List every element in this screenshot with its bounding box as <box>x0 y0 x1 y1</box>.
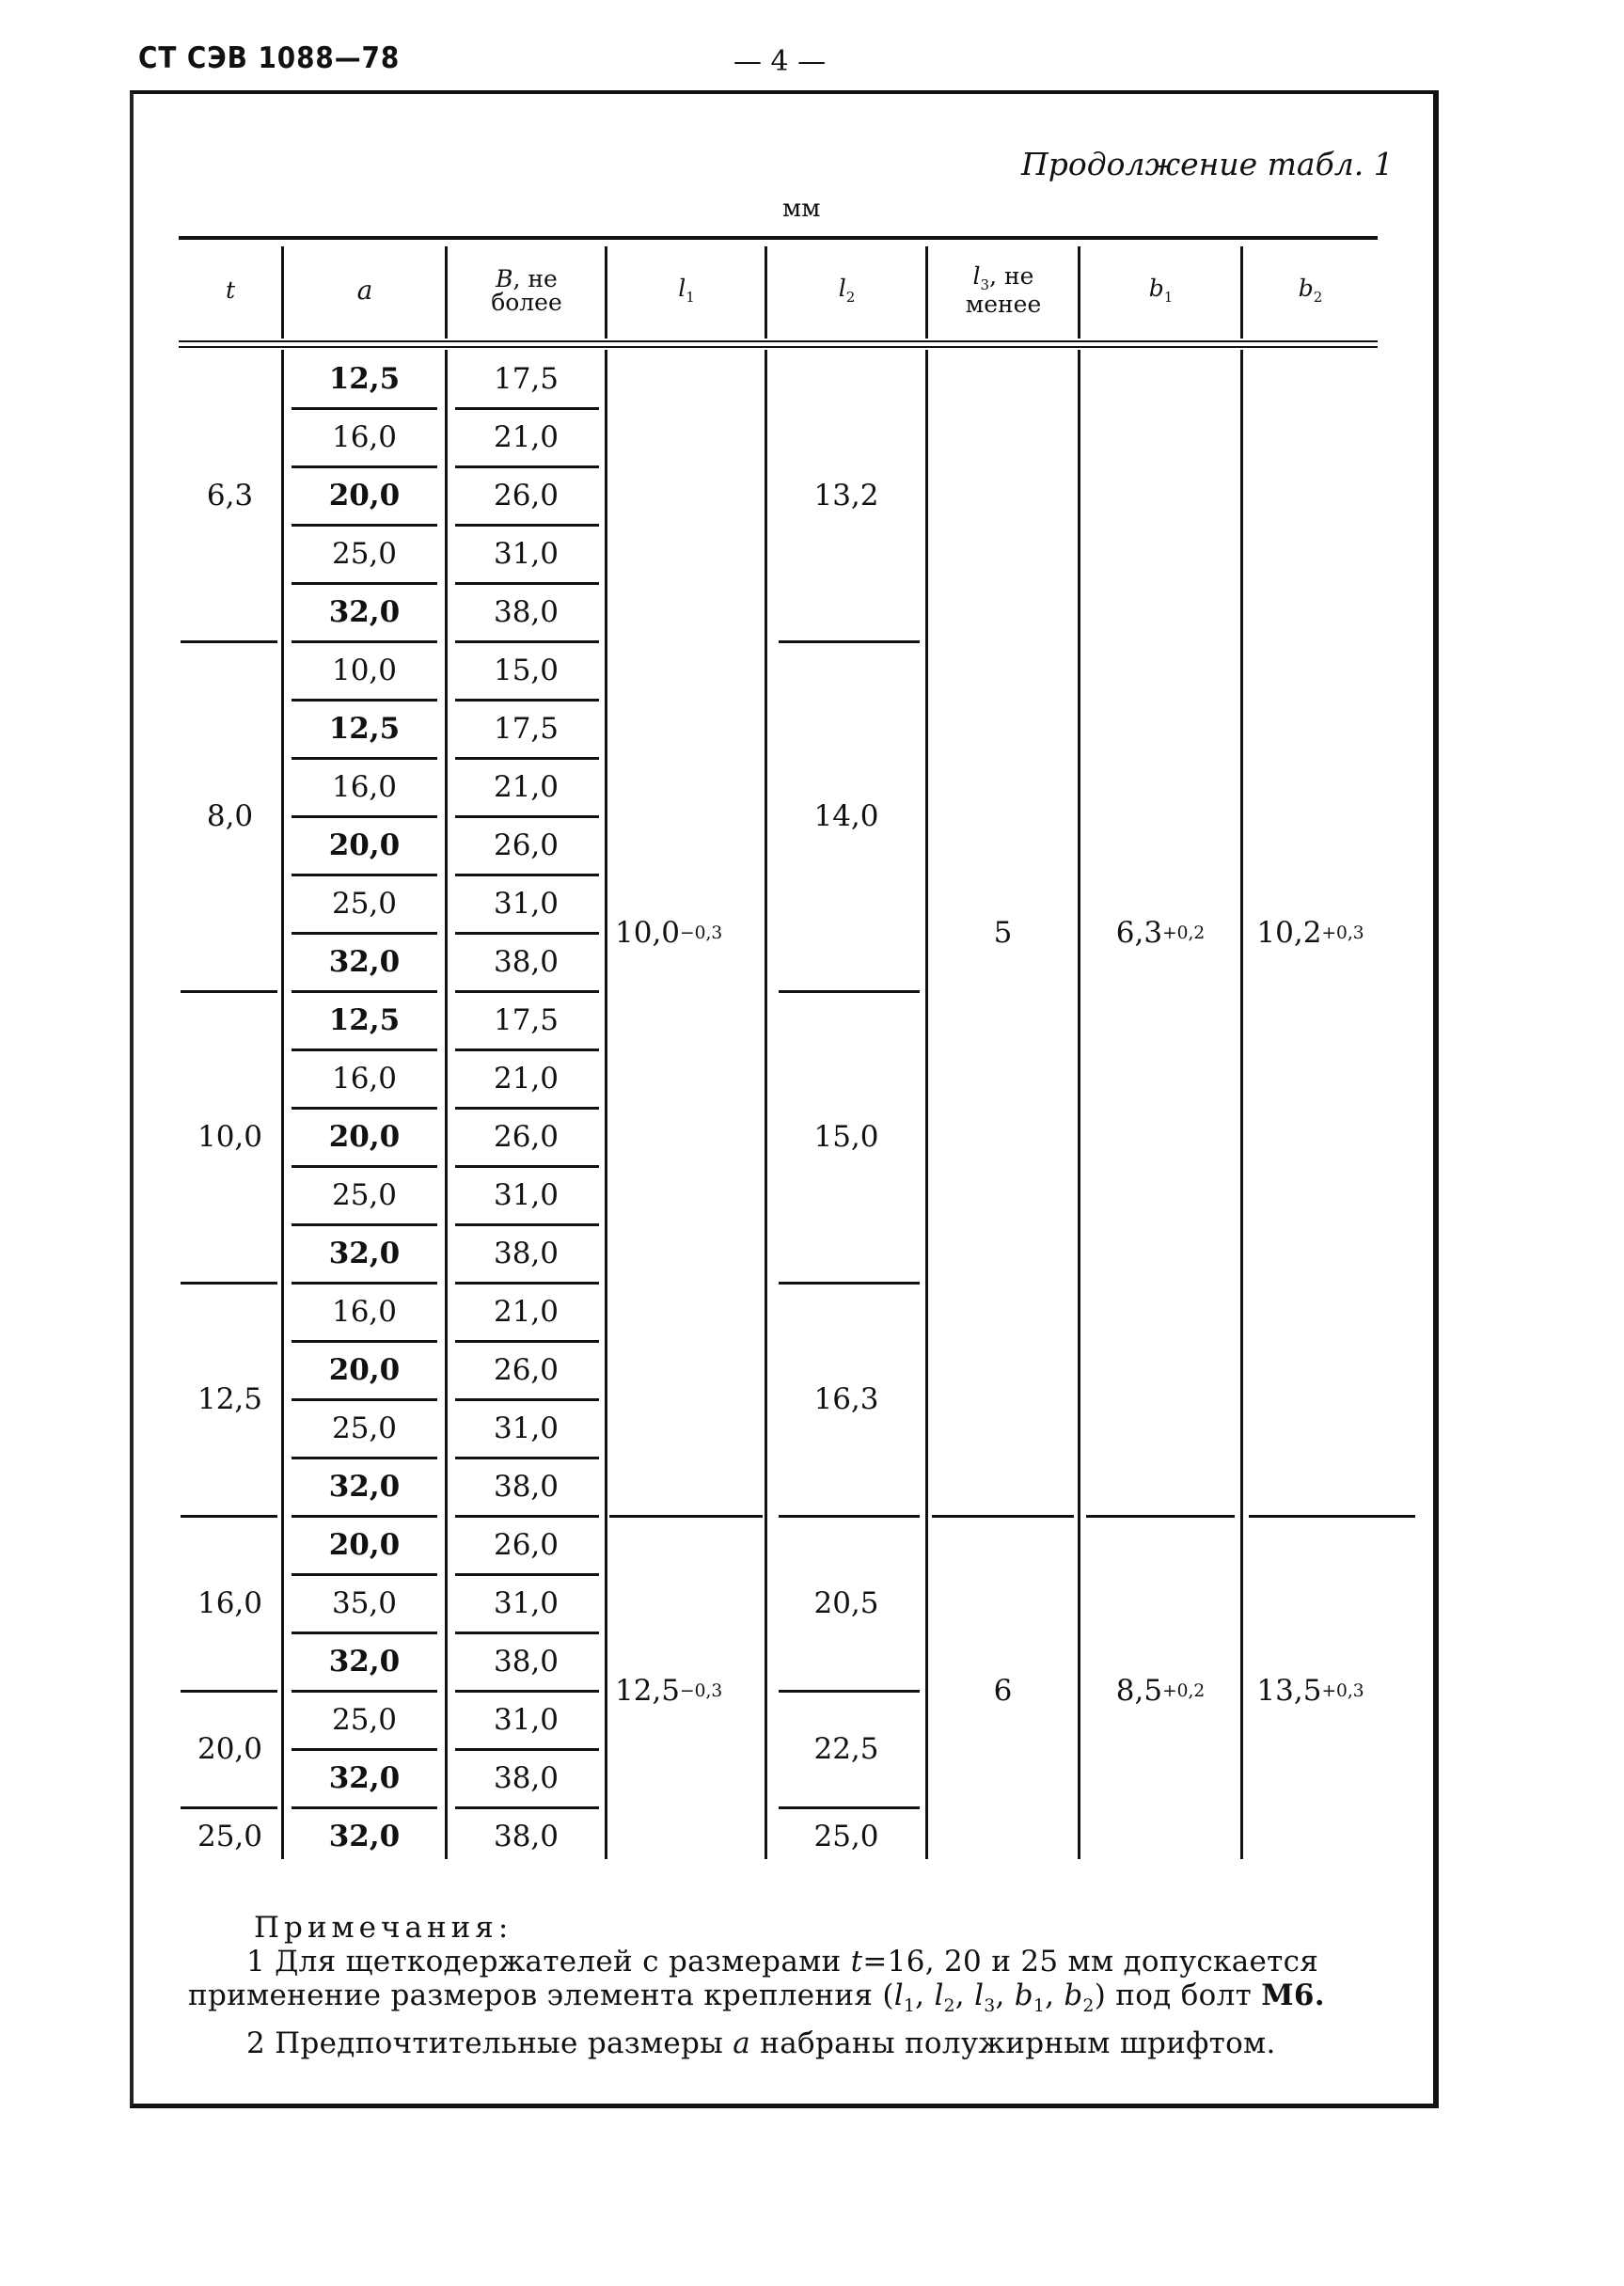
header-l2 <box>767 240 926 340</box>
cell-B: 38,0 <box>493 1820 560 1853</box>
cell-B: 21,0 <box>493 1062 560 1096</box>
header-B-line2: более <box>491 288 562 316</box>
cell-B: 31,0 <box>493 887 560 921</box>
note-1-b2-sub: 2 <box>1082 1996 1095 2017</box>
cell-t: 8,0 <box>206 799 254 833</box>
cell-a: 25,0 <box>331 1703 398 1737</box>
cell-t: 12,5 <box>197 1382 263 1416</box>
cell-a: 25,0 <box>331 1411 398 1445</box>
l1-value: 10,0 <box>615 916 681 950</box>
header-t <box>179 240 282 340</box>
cell-a: 10,0 <box>331 654 398 687</box>
cell-a: 25,0 <box>331 537 398 571</box>
cell-B: 38,0 <box>493 1470 560 1504</box>
cell-a: 25,0 <box>331 1178 398 1212</box>
cell-B: 21,0 <box>493 770 560 804</box>
cell-l1 <box>607 350 765 1516</box>
cell-a: 16,0 <box>331 1062 398 1096</box>
b1-tolerance: +0,2 <box>1162 1680 1206 1701</box>
cell-l2: 15,0 <box>813 1120 879 1154</box>
header-l2-sub: 2 <box>845 288 856 306</box>
cell-a: 32,0 <box>328 1761 401 1795</box>
b2-tolerance: +0,3 <box>1321 1680 1364 1701</box>
cell-B: 31,0 <box>493 1411 560 1445</box>
header-l2-var: l <box>838 274 846 302</box>
header-col-divider <box>925 246 928 339</box>
cell-l3: 5 <box>993 916 1013 950</box>
cell-B: 17,5 <box>493 712 560 746</box>
note-1-text-c: ) под болт <box>1094 1979 1262 2012</box>
cell-l2: 20,5 <box>813 1586 879 1620</box>
cell-B: 38,0 <box>493 1237 560 1270</box>
cell-a: 35,0 <box>331 1586 398 1620</box>
note-2-text-a: 2 Предпочтительные размеры <box>246 2026 733 2060</box>
cell-t: 25,0 <box>197 1820 263 1853</box>
header-b2 <box>1243 240 1378 340</box>
header-l1-var: l <box>678 274 686 302</box>
header-l3 <box>928 240 1079 340</box>
cell-B: 26,0 <box>493 479 560 512</box>
note-2-var-a: a <box>733 2026 751 2060</box>
header-col-divider <box>605 246 607 339</box>
cell-t: 6,3 <box>206 479 254 512</box>
cell-l2: 13,2 <box>813 479 879 512</box>
header-col-divider <box>765 246 767 339</box>
cell-l2: 16,3 <box>813 1382 879 1416</box>
note-1-line-1 <box>246 1945 1408 1979</box>
cell-l2: 14,0 <box>813 799 879 833</box>
b2-value: 10,2 <box>1256 916 1322 950</box>
header-a <box>284 240 446 340</box>
cell-a: 20,0 <box>328 1120 401 1154</box>
header-b2-var: b <box>1298 274 1314 302</box>
cell-a: 12,5 <box>328 1003 401 1037</box>
cell-B: 31,0 <box>493 537 560 571</box>
note-1-var-t: t <box>850 1945 863 1979</box>
cell-a: 32,0 <box>328 1470 401 1504</box>
note-1-sep: , <box>1045 1979 1064 2012</box>
cell-l2: 22,5 <box>813 1732 879 1766</box>
header-col-divider <box>1078 246 1080 339</box>
cell-B: 38,0 <box>493 945 560 979</box>
note-1-l1: l <box>893 1979 904 2012</box>
cell-b2 <box>1243 350 1378 1516</box>
cell-t: 20,0 <box>197 1732 263 1766</box>
cell-t: 10,0 <box>197 1120 263 1154</box>
header-col-divider <box>445 246 448 339</box>
cell-a: 20,0 <box>328 828 401 862</box>
cell-B: 38,0 <box>493 1761 560 1795</box>
header-t-label: t <box>225 276 236 304</box>
cell-b1 <box>1080 350 1240 1516</box>
cell-b1 <box>1080 1516 1240 1866</box>
cell-B: 38,0 <box>493 1645 560 1679</box>
header-l3-sub: 3 <box>980 276 990 293</box>
note-2 <box>246 2026 1276 2060</box>
b1-tolerance: +0,2 <box>1162 922 1206 943</box>
note-1-sep: , <box>915 1979 935 2012</box>
header-B-rest: , не <box>512 264 558 292</box>
note-1-l2-sub: 2 <box>943 1996 955 2017</box>
header-col-divider <box>281 246 284 339</box>
header-a-label: a <box>356 274 373 306</box>
cell-B: 31,0 <box>493 1586 560 1620</box>
cell-a: 16,0 <box>331 1295 398 1329</box>
cell-B: 26,0 <box>493 828 560 862</box>
header-b1 <box>1080 240 1241 340</box>
l1-tolerance: −0,3 <box>680 922 723 943</box>
cell-B: 21,0 <box>493 420 560 454</box>
cell-a: 20,0 <box>328 479 401 512</box>
header-l1 <box>607 240 765 340</box>
l1-tolerance: −0,3 <box>680 1680 723 1701</box>
note-1-b1-sub: 1 <box>1033 1996 1046 2017</box>
cell-B: 38,0 <box>493 595 560 629</box>
note-1-line-2 <box>188 1979 1325 2016</box>
header-l3-rest: , не <box>989 262 1034 290</box>
note-1-b1: b <box>1014 1979 1033 2012</box>
note-1-sep: , <box>995 1979 1015 2012</box>
cell-a: 25,0 <box>331 887 398 921</box>
header-b2-sub: 2 <box>1313 288 1323 306</box>
table-continuation-caption: Продолжение табл. 1 <box>1021 146 1394 182</box>
cell-B: 31,0 <box>493 1703 560 1737</box>
cell-a: 20,0 <box>328 1353 401 1387</box>
b1-value: 6,3 <box>1115 916 1163 950</box>
cell-a: 32,0 <box>328 595 401 629</box>
cell-a: 12,5 <box>328 712 401 746</box>
cell-B: 21,0 <box>493 1295 560 1329</box>
cell-B: 26,0 <box>493 1120 560 1154</box>
cell-a: 32,0 <box>328 1237 401 1270</box>
note-1-l3-sub: 3 <box>984 1996 996 2017</box>
cell-B: 17,5 <box>493 362 560 396</box>
unit-label: мм <box>782 195 821 223</box>
b1-value: 8,5 <box>1115 1674 1163 1708</box>
note-1-text-a: 1 Для щеткодержателей с размерами <box>246 1945 851 1979</box>
header-b1-var: b <box>1148 274 1164 302</box>
cell-a: 32,0 <box>328 1645 401 1679</box>
cell-l1 <box>607 1516 765 1866</box>
cell-B: 15,0 <box>493 654 560 687</box>
standard-code: СТ СЭВ 1088—78 <box>138 41 401 75</box>
cell-a: 16,0 <box>331 770 398 804</box>
notes-title: Примечания: <box>254 1911 513 1945</box>
page-number: — 4 — <box>733 45 827 78</box>
note-1-bolt: М6. <box>1261 1979 1325 2012</box>
note-1-l1-sub: 1 <box>903 1996 916 2017</box>
note-1-sep: , <box>954 1979 975 2012</box>
cell-a: 16,0 <box>331 420 398 454</box>
note-1-l2: l <box>934 1979 944 2012</box>
header-l1-sub: 1 <box>686 288 695 306</box>
cell-l3: 6 <box>993 1674 1013 1708</box>
cell-t: 16,0 <box>197 1586 263 1620</box>
note-1-text-b: =16, 20 и 25 мм допускается <box>862 1945 1319 1979</box>
note-2-text-b: набраны полужирным шрифтом. <box>750 2026 1276 2060</box>
cell-a: 32,0 <box>328 945 401 979</box>
header-b1-sub: 1 <box>1163 288 1174 306</box>
cell-B: 26,0 <box>493 1353 560 1387</box>
cell-B: 26,0 <box>493 1528 560 1562</box>
note-1-l3: l <box>974 1979 985 2012</box>
header-B <box>448 240 606 340</box>
header-l3-line2: менее <box>965 291 1042 318</box>
b2-tolerance: +0,3 <box>1321 922 1364 943</box>
header-l3-var: l <box>972 262 981 290</box>
cell-l2: 25,0 <box>813 1820 879 1853</box>
cell-a: 32,0 <box>328 1820 401 1853</box>
b2-value: 13,5 <box>1256 1674 1322 1708</box>
header-bottom-rule-2 <box>179 346 1378 348</box>
cell-B: 31,0 <box>493 1178 560 1212</box>
note-1-b2: b <box>1064 1979 1083 2012</box>
cell-b2 <box>1243 1516 1378 1866</box>
cell-a: 20,0 <box>328 1528 401 1562</box>
cell-B: 17,5 <box>493 1003 560 1037</box>
header-col-divider <box>1240 246 1243 339</box>
header-bottom-rule <box>179 340 1378 342</box>
note-1-line2-text: применение размеров элемента крепления ( <box>188 1979 894 2012</box>
l1-value: 12,5 <box>615 1674 681 1708</box>
header-B-var: B <box>496 264 513 292</box>
cell-a: 12,5 <box>328 362 401 396</box>
